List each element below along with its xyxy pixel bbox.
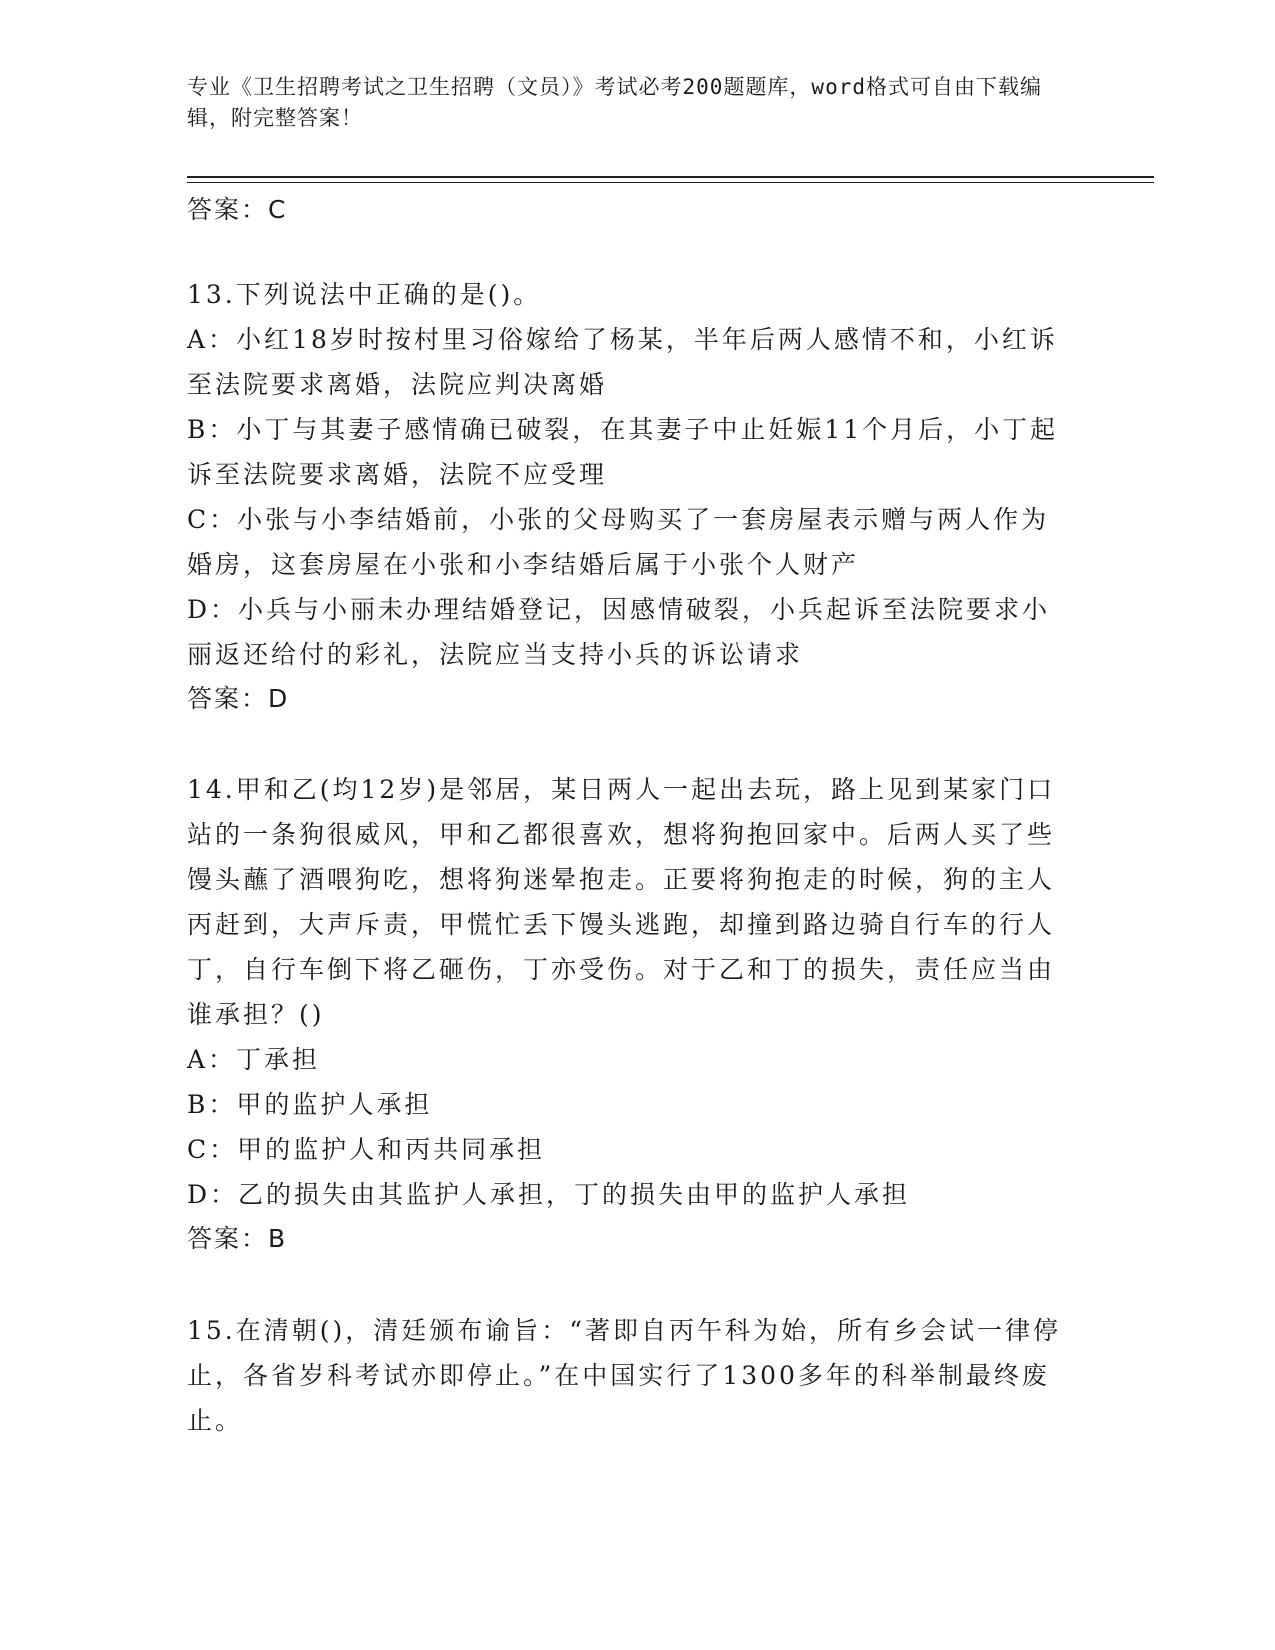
question-13-text: 13.下列说法中正确的是()。 xyxy=(187,280,542,309)
question-14-option-a: A：丁承担 xyxy=(187,1045,321,1074)
header-divider-thin xyxy=(187,182,1154,183)
question-15-text: 15.在清朝()，清廷颁布谕旨：“著即自丙午科为始，所有乡会试一律停止，各省岁科考试亦即停止。”在中国实行了1300多年的科举制最终废止。 xyxy=(187,1316,1062,1435)
answer-previous: 答案：C xyxy=(187,195,288,224)
question-15-block xyxy=(187,1308,1077,1443)
question-13-option-a: A：小红18岁时按村里习俗嫁给了杨某，半年后两人感情不和，小红诉至法院要求离婚，法院应判决离婚 xyxy=(187,325,1058,399)
question-13-option-c: C：小张与小李结婚前，小张的父母购买了一套房屋表示赠与两人作为婚房，这套房屋在小张和小李结婚后属于小张个人财产 xyxy=(187,505,1050,579)
question-14-option-c: C：甲的监护人和丙共同承担 xyxy=(187,1135,546,1164)
question-14-option-b: B：甲的监护人承担 xyxy=(187,1090,433,1119)
question-14-text: 14.甲和乙(均12岁)是邻居，某日两人一起出去玩，路上见到某家门口站的一条狗很威风，甲和乙都很喜欢，想将狗抱回家中。后两人买了些馒头蘸了酒喂狗吃，想将狗迷晕抱走。正要将狗抱走的时候，狗的主人丙赶到，大声斥责，甲慌忙丢下馒头逃跑，却撞到路边骑自行车的行人丁，自行车倒下将乙砸伤，丁亦受伤。对于乙和丁的损失，责任应当由谁承担？() xyxy=(187,775,1056,1029)
document-body xyxy=(187,188,1077,1443)
question-13-block xyxy=(187,272,1077,721)
question-13-option-d: D：小兵与小丽未办理结婚登记，因感情破裂，小兵起诉至法院要求小丽返还给付的彩礼，法院应当支持小兵的诉讼请求 xyxy=(187,595,1051,669)
header-divider-thick xyxy=(187,176,1154,178)
question-14-block xyxy=(187,767,1077,1261)
question-14-option-d: D：乙的损失由其监护人承担，丁的损失由甲的监护人承担 xyxy=(187,1180,911,1209)
document-header: 专业《卫生招聘考试之卫生招聘（文员）》考试必考200题题库，word格式可自由下载编辑，附完整答案！ xyxy=(187,75,1042,130)
question-13-answer: 答案：D xyxy=(187,684,290,713)
question-14-answer: 答案：B xyxy=(187,1224,288,1253)
question-13-option-b: B：小丁与其妻子感情确已破裂，在其妻子中止妊娠11个月后，小丁起诉至法院要求离婚，法院不应受理 xyxy=(187,415,1059,489)
